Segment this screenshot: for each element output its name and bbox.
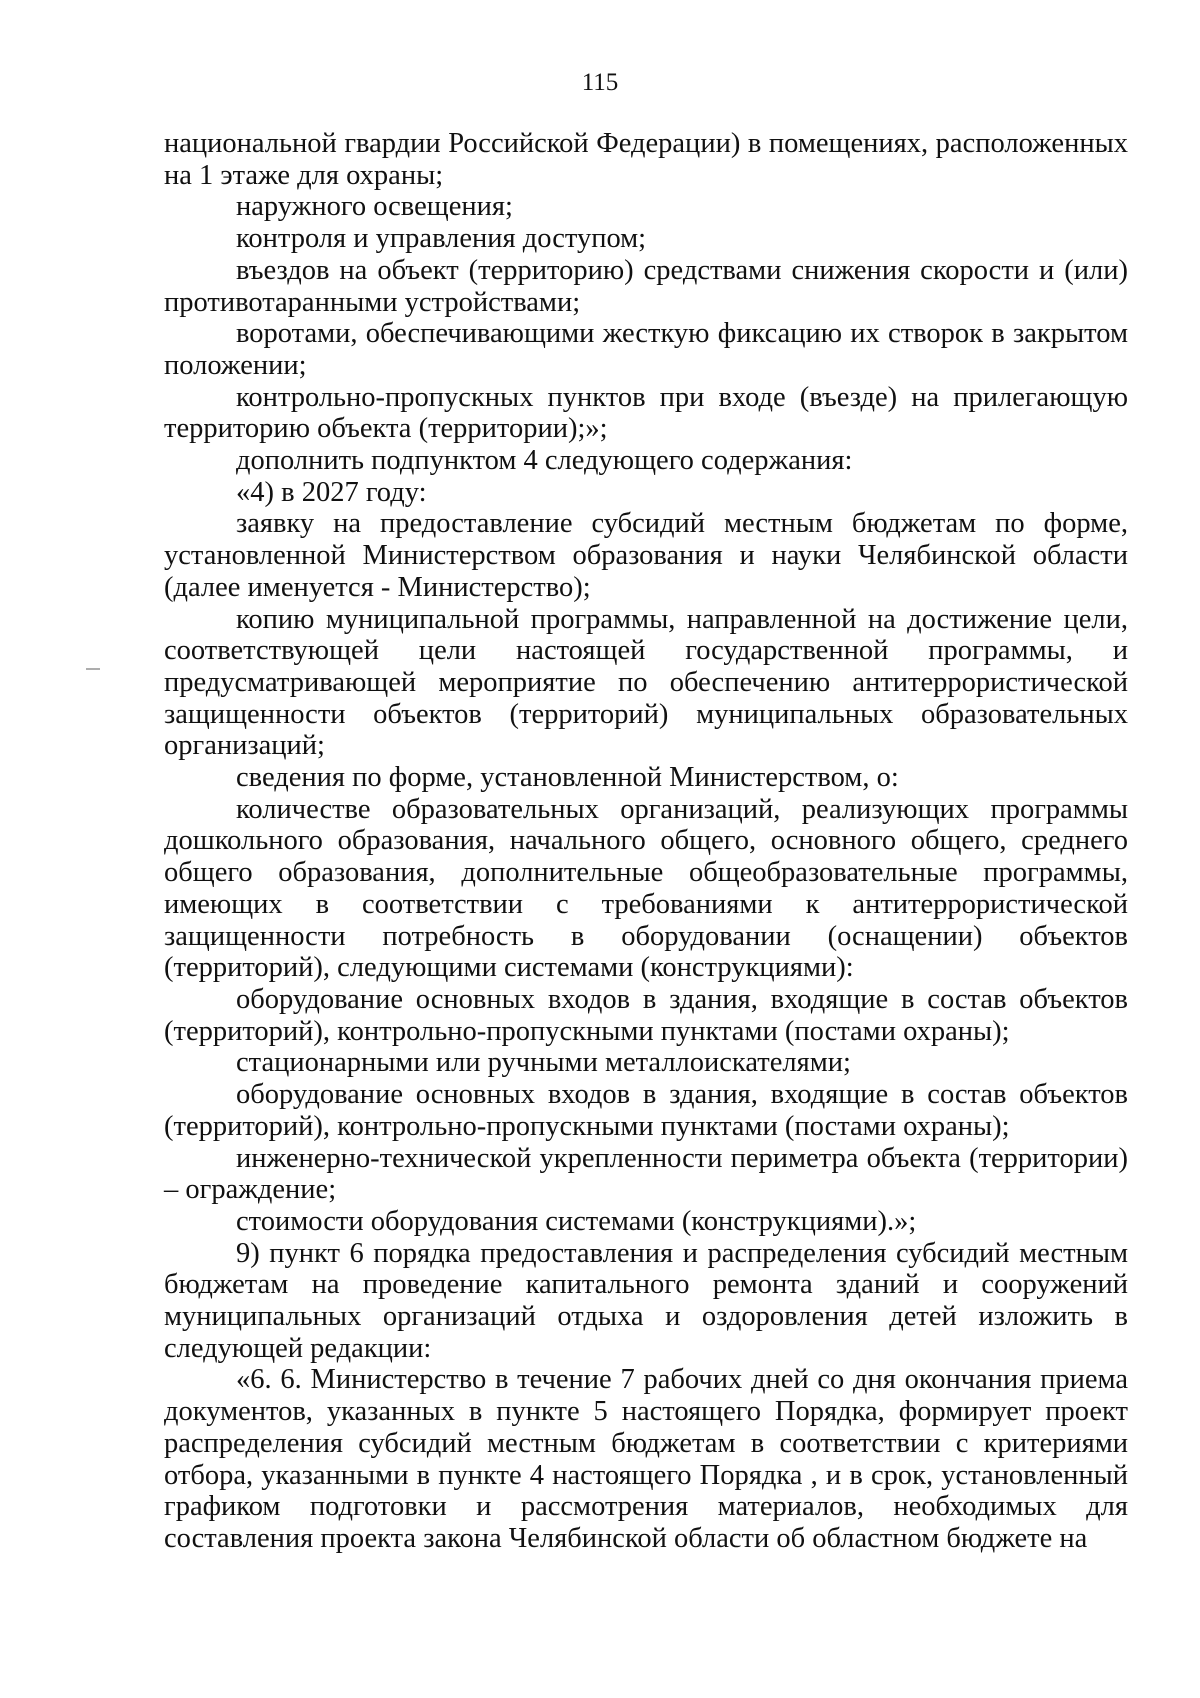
document-body xyxy=(164,128,1128,1555)
scan-margin-mark xyxy=(86,668,100,670)
paragraph: заявку на предоставление субсидий местным бюджетам по форме, установленной Министерством образования и науки Челябинской области (далее именуется - Министерство); xyxy=(164,508,1128,603)
page-number: 115 xyxy=(581,69,619,96)
paragraph: воротами, обеспечивающими жесткую фиксацию их створок в закрытом положении; xyxy=(164,318,1128,381)
paragraph: оборудование основных входов в здания, входящие в состав объектов (территорий), контрольно-пропускными пунктами (постами охраны); xyxy=(164,983,1128,1047)
paragraph: контрольно-пропускных пунктов при входе (въезде) на прилегающую территорию объекта (территории);»; xyxy=(164,381,1128,445)
paragraph: инженерно-технической укрепленности периметра объекта (территории) – ограждение; xyxy=(164,1142,1128,1206)
paragraph: «6. 6. Министерство в течение 7 рабочих дней со дня окончания приема документов, указанных в пункте 5 настоящего Порядка, формирует проект распределения субсидий местным бюджетам в соответствии с критериями отбора, указанными в пункте 4 настоящего Порядка , и в срок, установленный графиком подготовки и рассмотрения материалов, необходимых для составления проекта закона Челябинской области об областном бюджете на xyxy=(164,1364,1128,1554)
paragraph: оборудование основных входов в здания, входящие в состав объектов (территорий), контрольно-пропускными пунктами (постами охраны); xyxy=(164,1079,1128,1142)
paragraph: въездов на объект (территорию) средствами снижения скорости и (или) противотаранными устройствами; xyxy=(164,254,1128,318)
paragraph: копию муниципальной программы, направленной на достижение цели, соответствующей цели настоящей государственной программы, и предусматривающей мероприятие по обеспечению антитеррористической защищенности объектов (территорий) муниципальных образовательных организаций; xyxy=(164,603,1128,762)
paragraph-continuation: национальной гвардии Российской Федерации) в помещениях, расположенных на 1 этаже для охраны; xyxy=(164,128,1128,191)
paragraph: количестве образовательных организаций, реализующих программы дошкольного образования, начального общего, основного общего, среднего общего образования, дополнительные общеобразовательные программы, имеющих в соответствии с требованиями к антитеррористической защищенности потребность в оборудовании (оснащении) объектов (территорий), следующими системами (конструкциями): xyxy=(164,793,1128,984)
paragraph: 9) пункт 6 порядка предоставления и распределения субсидий местным бюджетам на проведение капитального ремонта зданий и сооружений муниципальных организаций отдыха и оздоровления детей изложить в следующей редакции: xyxy=(164,1237,1128,1364)
paragraph: «4) в 2027 году: xyxy=(236,476,427,508)
paragraph: стационарными или ручными металлоискателями; xyxy=(236,1047,851,1079)
paragraph: сведения по форме, установленной Министерством, о: xyxy=(236,762,899,794)
paragraph: наружного освещения; xyxy=(236,191,513,223)
paragraph: стоимости оборудования системами (конструкциями).»; xyxy=(236,1205,917,1237)
paragraph: контроля и управления доступом; xyxy=(236,223,647,255)
paragraph: дополнить подпунктом 4 следующего содержания: xyxy=(236,445,853,477)
